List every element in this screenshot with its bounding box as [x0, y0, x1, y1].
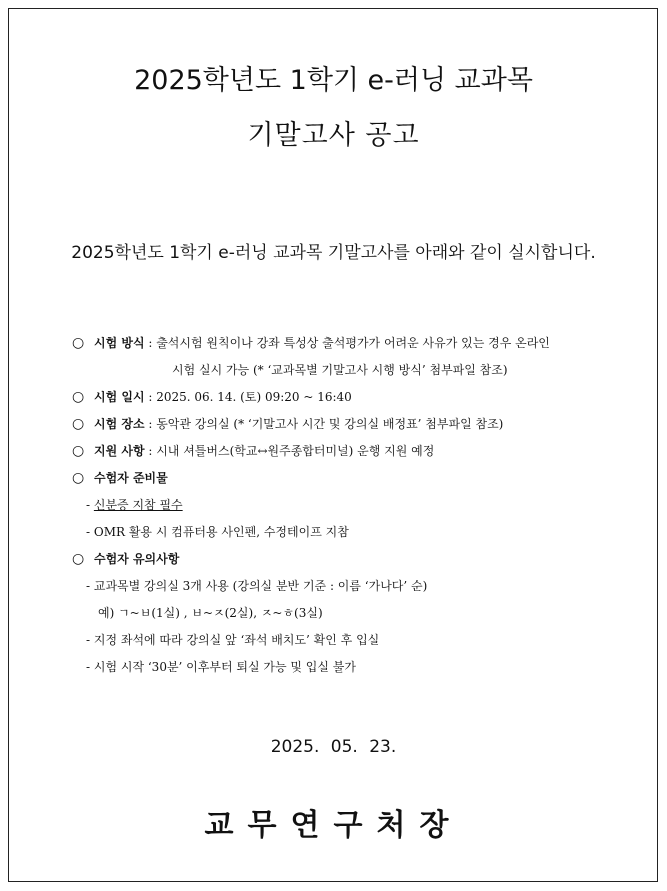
- item-preparation: [72, 468, 652, 495]
- item-label: 지원 사항: [94, 444, 145, 458]
- circle-bullet-icon: ○: [72, 551, 85, 567]
- prep-sub-item-id-card: [72, 495, 652, 522]
- item-notes: [72, 549, 652, 576]
- notice-date: 2025. 05. 23.: [270, 737, 397, 757]
- notes-sub-item-exit: - 시험 시작 ‘30분’ 이후부터 퇴실 가능 및 입실 불가: [86, 660, 356, 674]
- item-separator: :: [144, 417, 157, 431]
- notice-title-line2: 기말고사 공고: [247, 120, 420, 151]
- notice-items: [72, 333, 652, 684]
- item-text: 시내 셔틀버스(학교↔원주종합터미널) 운행 지원 예정: [156, 444, 435, 458]
- item-text: 출석시험 원칙이나 강좌 특성상 출석평가가 어려운 사유가 있는 경우 온라인: [156, 336, 550, 350]
- notes-sub-item-seating: - 지정 좌석에 따라 강의실 앞 ‘좌석 배치도’ 확인 후 입실: [86, 633, 380, 647]
- item-separator: :: [144, 390, 157, 404]
- item-text: 동악관 강의실 (* ‘기말고사 시간 및 강의실 배정표’ 첨부파일 참조): [156, 417, 504, 431]
- underlined-text: 신분증 지참 필수: [93, 498, 183, 512]
- circle-bullet-icon: ○: [72, 389, 85, 405]
- circle-bullet-icon: ○: [72, 443, 85, 459]
- item-label: 시험 장소: [94, 417, 145, 431]
- item-label: 시험 일시: [94, 390, 145, 404]
- item-text: 2025. 06. 14. (토) 09:20 ~ 16:40: [156, 390, 352, 404]
- notes-sub-item-rooms: - 교과목별 강의실 3개 사용 (강의실 분반 기준 : 이름 ‘가나다’ 순): [86, 579, 428, 593]
- item-exam-datetime: [72, 387, 652, 414]
- item-support: [72, 441, 652, 468]
- prep-sub-item-omr: - OMR 활용 시 컴퓨터용 사인펜, 수정테이프 지참: [86, 525, 349, 539]
- item-label: 수험자 유의사항: [94, 552, 180, 566]
- item-separator: :: [144, 336, 157, 350]
- issuer-signature: 교무연구처장: [204, 808, 463, 843]
- item-label: 수험자 준비물: [94, 471, 168, 485]
- item-separator: :: [144, 444, 157, 458]
- notes-sub-item-rooms-example: 예) ㄱ~ㅂ(1실) , ㅂ~ㅈ(2실), ㅈ~ㅎ(3실): [98, 606, 323, 620]
- circle-bullet-icon: ○: [72, 335, 85, 351]
- notice-title-line1: 2025학년도 1학기 e-러닝 교과목: [134, 65, 533, 96]
- item-exam-method-continued: 시험 실시 가능 (* ‘교과목별 기말고사 시행 방식’ 첨부파일 참조): [172, 363, 508, 377]
- intro-sentence: 2025학년도 1학기 e-러닝 교과목 기말고사를 아래와 같이 실시합니다.: [71, 243, 596, 263]
- item-label: 시험 방식: [94, 336, 145, 350]
- circle-bullet-icon: ○: [72, 416, 85, 432]
- item-exam-method: [72, 333, 652, 360]
- dash: -: [86, 498, 94, 512]
- item-exam-place: [72, 414, 652, 441]
- circle-bullet-icon: ○: [72, 470, 85, 486]
